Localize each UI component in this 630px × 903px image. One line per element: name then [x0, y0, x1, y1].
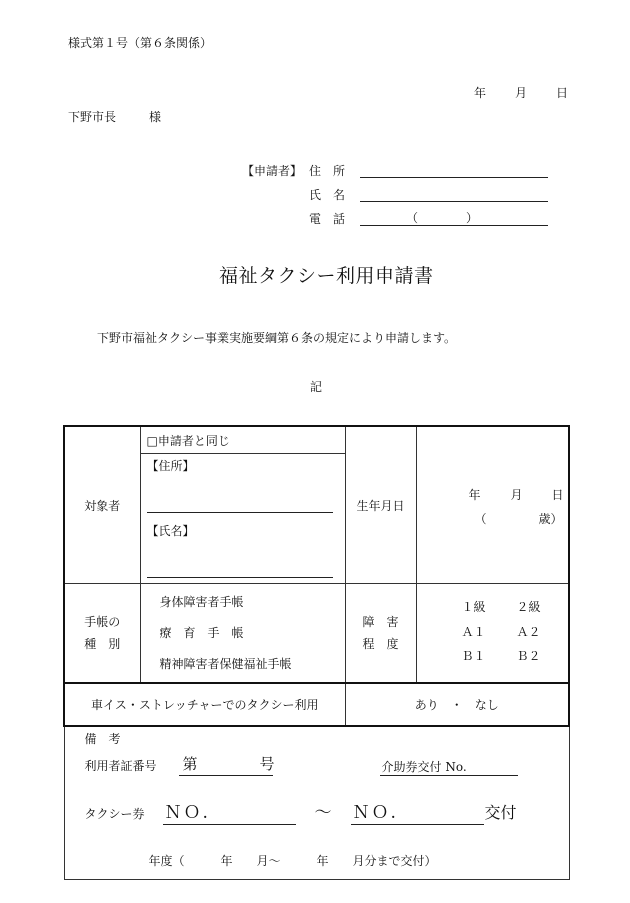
subject-label: 対象者: [84, 498, 121, 513]
fiscal-year-line: 年度（ 年 月～ 年 月分まで交付）: [148, 854, 437, 868]
birth-day-label: 日: [551, 488, 564, 502]
age-open: （: [474, 512, 487, 526]
addressee-honorific: 様: [149, 110, 162, 124]
date-month-label: 月: [515, 86, 528, 100]
degree-label-1: 障 害: [362, 615, 399, 629]
birthdate-label: 生年月日: [356, 498, 405, 513]
birthdate-label-cell: [345, 426, 416, 584]
degree-option[interactable]: Ａ２: [516, 625, 541, 639]
same-as-applicant-checkbox[interactable]: □申請者と同じ: [146, 434, 230, 448]
birthdate-value-cell[interactable]: [416, 426, 569, 584]
applicant-name-line[interactable]: [360, 201, 548, 202]
handbook-label-1: 手帳の: [84, 615, 121, 629]
subject-name-line[interactable]: [147, 577, 333, 578]
birth-year-label: 年: [468, 488, 481, 502]
taxi-ticket-line-1[interactable]: [163, 824, 296, 825]
handbook-label-cell: [64, 584, 140, 684]
applicant-phone-close: ）: [466, 211, 479, 225]
user-cert-dai: 第: [182, 755, 198, 773]
taxi-ticket-line-2[interactable]: [351, 824, 484, 825]
subject-label-cell: [64, 426, 140, 584]
degree-option[interactable]: Ｂ２: [516, 649, 541, 663]
wheelchair-options[interactable]: あり ・ なし: [414, 698, 499, 712]
remarks-cell: [64, 726, 569, 880]
applicant-phone-label: 電 話: [309, 212, 346, 226]
handbook-type-physical[interactable]: 身体障害者手帳: [159, 595, 244, 609]
applicant-address-label: 住 所: [309, 164, 346, 178]
applicant-address-line[interactable]: [360, 177, 548, 178]
voucher-label: 介助券交付 No.: [381, 760, 467, 774]
degree-label-2: 程 度: [362, 637, 399, 651]
taxi-ticket-no2: ＮＯ.: [352, 803, 398, 823]
ki-label: 記: [310, 380, 323, 394]
degree-option[interactable]: Ｂ１: [461, 649, 486, 663]
birth-month-label: 月: [510, 488, 523, 502]
applicant-name-label: 氏 名: [309, 188, 346, 202]
form-title: 福祉タクシー利用申請書: [219, 265, 434, 287]
addressee-name: 下野市長: [68, 110, 117, 124]
subject-address-line[interactable]: [147, 512, 333, 513]
taxi-ticket-issued: 交付: [484, 803, 517, 822]
handbook-type-mental[interactable]: 精神障害者保健福祉手帳: [159, 657, 292, 671]
user-cert-line[interactable]: [179, 775, 273, 776]
voucher-line[interactable]: [380, 775, 518, 776]
remarks-label: 備 考: [84, 732, 121, 746]
wheelchair-label-cell: [64, 683, 345, 726]
taxi-ticket-label: タクシー券: [84, 807, 145, 821]
subject-details-cell: [140, 426, 345, 584]
taxi-ticket-tilde: ～: [314, 803, 334, 823]
handbook-types-cell: [140, 584, 345, 684]
degree-values-cell: [416, 584, 569, 684]
degree-label-cell: [345, 584, 416, 684]
date-year-label: 年: [474, 86, 487, 100]
user-cert-label: 利用者証番号: [84, 759, 157, 773]
degree-option[interactable]: Ａ１: [461, 625, 486, 639]
wheelchair-options-cell[interactable]: [345, 683, 569, 726]
application-table: [63, 425, 570, 880]
applicant-label: 【申請者】: [242, 164, 303, 178]
handbook-type-ryoiku[interactable]: 療 育 手 帳: [159, 626, 244, 640]
wheelchair-label: 車イス・ストレッチャーでのタクシー利用: [91, 698, 319, 712]
user-cert-go: 号: [259, 755, 275, 773]
subject-address-field: 【住所】: [146, 459, 195, 473]
applicant-phone-line[interactable]: [360, 225, 548, 226]
date-day-label: 日: [556, 86, 569, 100]
handbook-label-2: 種 別: [84, 637, 121, 651]
applicant-phone-open: （: [406, 211, 419, 225]
subject-name-field: 【氏名】: [146, 524, 195, 538]
taxi-ticket-no1: ＮＯ.: [164, 803, 210, 823]
degree-option[interactable]: ２級: [516, 600, 541, 614]
form-number: 様式第１号（第６条関係）: [68, 36, 213, 50]
age-close: 歳）: [538, 512, 563, 526]
degree-option[interactable]: １級: [461, 600, 486, 614]
intro-text: 下野市福祉タクシー事業実施要綱第６条の規定により申請します。: [97, 331, 457, 345]
